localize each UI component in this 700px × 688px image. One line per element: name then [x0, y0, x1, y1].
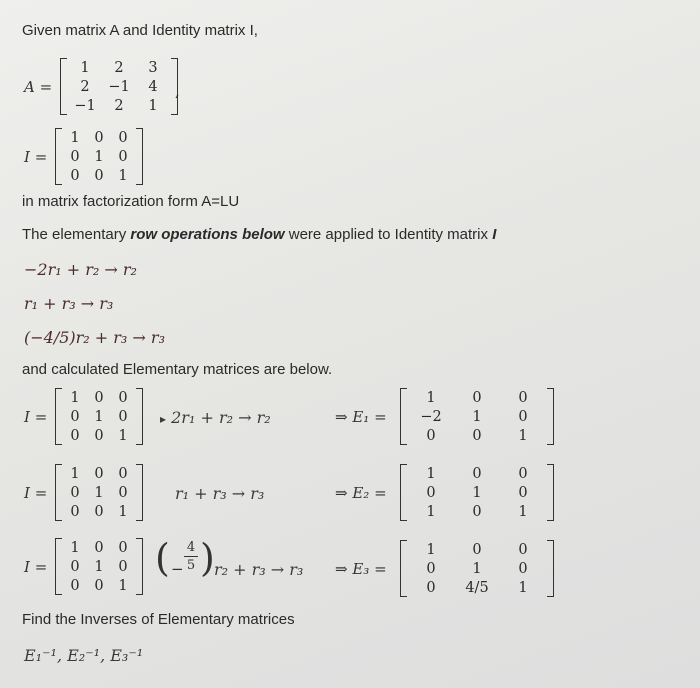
right-bracket [136, 128, 143, 185]
matrix-cell-r2-c1: 0 [70, 408, 80, 425]
matrix-cell-r1-c3: 0 [118, 539, 128, 556]
right-bracket [547, 464, 554, 521]
matrix-cell-r3-c1: 0 [70, 167, 80, 184]
right-bracket [547, 540, 554, 597]
matrix-cell-r1-c2: 0 [94, 129, 104, 146]
matrix-cell-r3-c2: 2 [114, 97, 124, 114]
matrix-cell-r3-c3: 1 [148, 97, 158, 114]
matrix-cell-r2-c3: 0 [118, 484, 128, 501]
matrix-cell-r1-c2: 0 [472, 465, 482, 482]
matrix-cell-r3-c3: 1 [118, 427, 128, 444]
matrix-cell-r2-c1: −2 [420, 408, 442, 425]
step2-identity-matrix [55, 464, 143, 521]
step2-i-label: I = [24, 484, 48, 502]
step2-operation: r₁ + r₃ → r₃ [175, 484, 265, 503]
matrix-cell-r1-c3: 0 [118, 465, 128, 482]
trailing-comma: , [175, 82, 180, 100]
matrix-cell-r3-c3: 1 [518, 579, 528, 596]
matrix-cell-r2-c3: 0 [518, 408, 528, 425]
matrix-cell-r3-c1: 0 [426, 427, 436, 444]
row-ops-sentence: The elementary row operations below were applied to Identity matrix I [22, 226, 497, 243]
matrix-cell-r2-c3: 0 [518, 484, 528, 501]
matrix-cell-r2-c2: −1 [108, 78, 130, 95]
left-bracket [400, 388, 407, 445]
step3-identity-matrix [55, 538, 143, 595]
matrix-cell-r3-c2: 0 [94, 427, 104, 444]
matrix-cell-r2-c1: 0 [70, 558, 80, 575]
matrix-cell-r3-c3: 1 [118, 167, 128, 184]
matrix-cell-r1-c1: 1 [80, 59, 90, 76]
matrix-cell-r1-c1: 1 [70, 539, 80, 556]
fraction-denominator: 5 [186, 558, 196, 573]
matrix-cell-r3-c3: 1 [118, 503, 128, 520]
operation-1: −2r₁ + r₂ → r₂ [24, 260, 137, 279]
matrix-cell-r1-c2: 0 [472, 541, 482, 558]
matrix-cell-r2-c3: 0 [118, 148, 128, 165]
matrix-cell-r1-c3: 0 [118, 129, 128, 146]
matrix-cell-r3-c1: 1 [426, 503, 436, 520]
matrix-cell-r2-c2: 1 [94, 408, 104, 425]
matrix-cell-r2-c1: 0 [70, 148, 80, 165]
matrix-i [55, 128, 143, 185]
matrix-cell-r2-c2: 1 [472, 560, 482, 577]
matrix-cell-r2-c2: 1 [472, 484, 482, 501]
matrix-cell-r2-c1: 2 [80, 78, 90, 95]
matrix-cell-r3-c2: 0 [94, 503, 104, 520]
step1-i-label: I = [24, 408, 48, 426]
matrix-cell-r1-c3: 0 [518, 465, 528, 482]
fraction-4-5 [184, 540, 198, 573]
right-bracket [136, 464, 143, 521]
matrix-cell-r3-c1: 0 [70, 577, 80, 594]
matrix-e1 [400, 388, 554, 445]
matrix-cell-r1-c2: 2 [114, 59, 124, 76]
matrix-cell-r2-c3: 4 [148, 78, 158, 95]
left-bracket [60, 58, 67, 115]
left-bracket [55, 464, 62, 521]
fraction-numerator: 4 [186, 540, 196, 555]
matrix-cell-r1-c1: 1 [426, 465, 436, 482]
matrix-cell-r3-c1: 0 [426, 579, 436, 596]
matrix-cell-r3-c2: 0 [472, 503, 482, 520]
matrix-cell-r3-c1: −1 [74, 97, 96, 114]
matrix-cell-r2-c2: 1 [94, 148, 104, 165]
matrix-e2 [400, 464, 554, 521]
matrix-a [60, 58, 178, 115]
right-bracket [136, 388, 143, 445]
matrix-cell-r3-c3: 1 [518, 427, 528, 444]
step1-operation: ▸ 2r₁ + r₂ → r₂ [160, 408, 271, 427]
matrix-cell-r1-c1: 1 [426, 541, 436, 558]
matrix-i-label: I = [24, 148, 48, 166]
matrix-cell-r3-c3: 1 [518, 503, 528, 520]
matrix-cell-r2-c3: 0 [118, 558, 128, 575]
matrix-cell-r1-c2: 0 [94, 539, 104, 556]
operation-3: (−4/5)r₂ + r₃ → r₃ [24, 328, 165, 347]
factorization-text: in matrix factorization form A=LU [22, 193, 240, 210]
matrix-cell-r1-c3: 0 [118, 389, 128, 406]
matrix-cell-r2-c1: 0 [426, 560, 436, 577]
frac-sign: − [171, 560, 184, 578]
matrix-cell-r1-c1: 1 [70, 389, 80, 406]
intro-text: Given matrix A and Identity matrix I, [22, 22, 258, 39]
matrix-cell-r2-c2: 1 [472, 408, 482, 425]
matrix-cell-r1-c1: 1 [70, 465, 80, 482]
matrix-cell-r3-c3: 1 [118, 577, 128, 594]
inverses-list: E₁⁻¹, E₂⁻¹, E₃⁻¹ [24, 646, 144, 665]
step3-operation: r₂ + r₃ → r₃ [214, 560, 304, 579]
matrix-cell-r2-c2: 1 [94, 484, 104, 501]
matrix-cell-r3-c1: 0 [70, 503, 80, 520]
matrix-cell-r2-c1: 0 [426, 484, 436, 501]
matrix-cell-r2-c1: 0 [70, 484, 80, 501]
step2-result-label: ⇒ E₂ = [335, 484, 387, 502]
left-bracket [55, 388, 62, 445]
operation-2: r₁ + r₃ → r₃ [24, 294, 114, 313]
left-bracket [55, 128, 62, 185]
matrix-cell-r2-c3: 0 [118, 408, 128, 425]
matrix-cell-r1-c3: 0 [518, 389, 528, 406]
matrix-cell-r3-c2: 0 [94, 577, 104, 594]
step3-result-label: ⇒ E₃ = [335, 560, 387, 578]
left-bracket [55, 538, 62, 595]
matrix-cell-r3-c2: 0 [94, 167, 104, 184]
matrix-cell-r1-c2: 0 [472, 389, 482, 406]
step3-i-label: I = [24, 558, 48, 576]
matrix-cell-r1-c1: 1 [426, 389, 436, 406]
matrix-cell-r1-c1: 1 [70, 129, 80, 146]
matrix-cell-r1-c2: 0 [94, 465, 104, 482]
left-bracket [400, 464, 407, 521]
matrix-cell-r2-c3: 0 [518, 560, 528, 577]
right-bracket [547, 388, 554, 445]
matrix-cell-r2-c2: 1 [94, 558, 104, 575]
calculated-text: and calculated Elementary matrices are below. [22, 361, 333, 378]
matrix-cell-r1-c3: 3 [148, 59, 158, 76]
matrix-cell-r1-c3: 0 [518, 541, 528, 558]
left-bracket [400, 540, 407, 597]
matrix-cell-r3-c2: 4/5 [465, 579, 489, 596]
matrix-a-label: A = [24, 78, 53, 96]
left-paren: ( [155, 536, 170, 580]
matrix-e3 [400, 540, 554, 597]
right-paren: ) [200, 536, 215, 580]
step1-result-label: ⇒ E₁ = [335, 408, 387, 426]
matrix-cell-r1-c2: 0 [94, 389, 104, 406]
matrix-cell-r3-c1: 0 [70, 427, 80, 444]
find-inverses-text: Find the Inverses of Elementary matrices [22, 611, 295, 628]
right-bracket [136, 538, 143, 595]
step1-identity-matrix [55, 388, 143, 445]
matrix-cell-r3-c2: 0 [472, 427, 482, 444]
